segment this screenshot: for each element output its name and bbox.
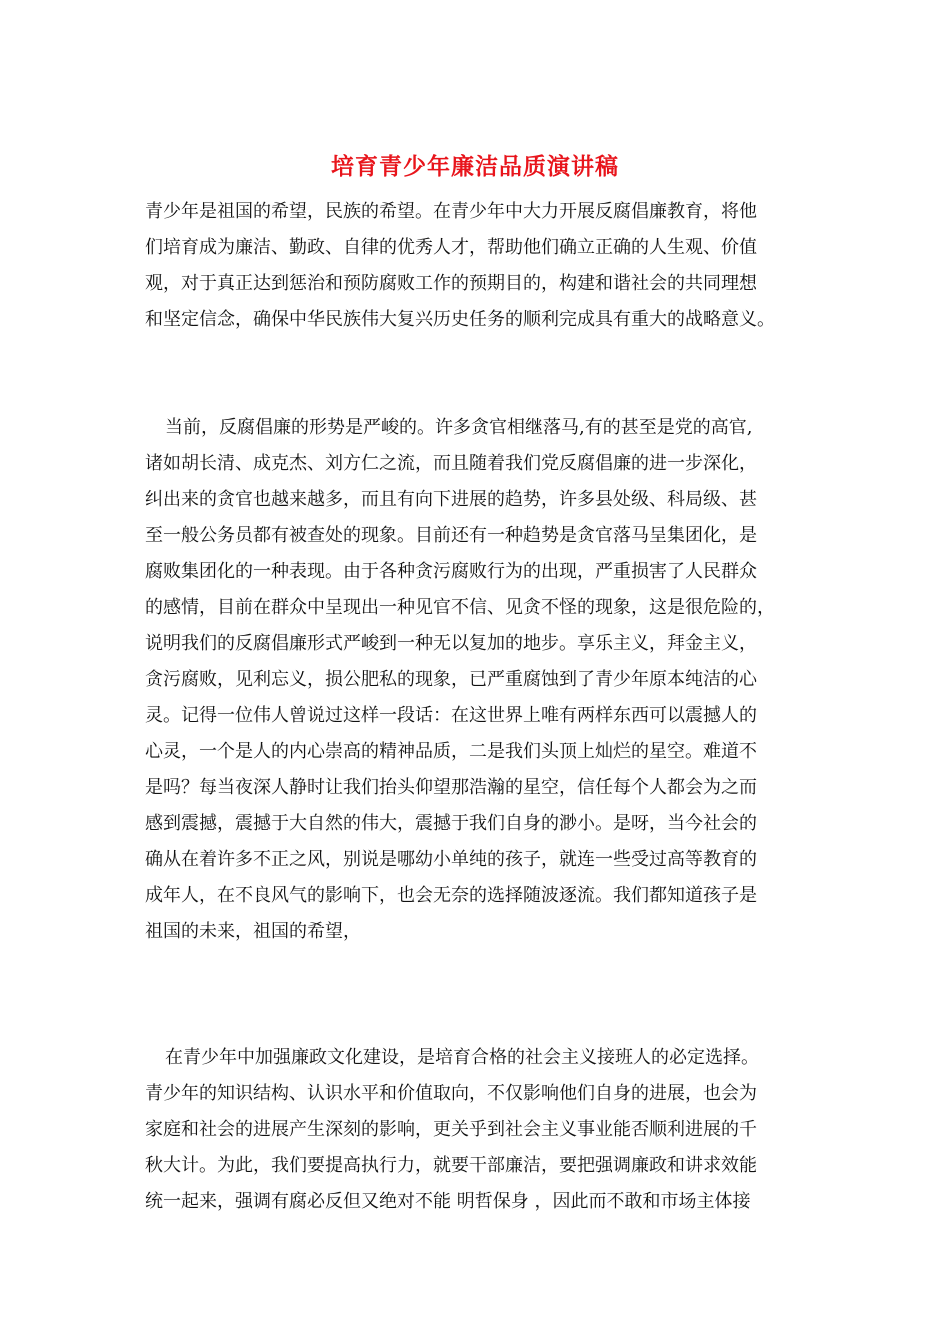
text-line: 观，对于真正达到惩治和预防腐败工作的预期目的，构建和谐社会的共同理想 (145, 273, 757, 294)
text-line: 统一起来，强调有腐必反但又绝对不能 明哲保身 ，因此而不敢和市场主体接 (145, 1191, 751, 1212)
text-line: 贪污腐败，见利忘义，损公肥私的现象，已严重腐蚀到了青少年原本纯洁的心 (145, 669, 757, 690)
text-line: 在青少年中加强廉政文化建设，是培育合格的社会主义接班人的必定选择。 (165, 1047, 759, 1068)
text-line: 纠出来的贪官也越来越多，而且有向下进展的趋势，许多县处级、科局级、甚 (145, 489, 757, 510)
text-line: 腐败集团化的一种表现。由于各种贪污腐败行为的出现，严重损害了人民群众 (145, 561, 757, 582)
text-line: 秋大计。为此，我们要提高执行力，就要干部廉洁，要把强调廉政和讲求效能 (145, 1155, 757, 1176)
text-line: 们培育成为廉洁、勤政、自律的优秀人才，帮助他们确立正确的人生观、价值 (145, 237, 757, 258)
text-line: 和坚定信念，确保中华民族伟大复兴历史任务的顺利完成具有重大的战略意义。 (145, 309, 775, 330)
text-line: 心灵，一个是人的内心崇高的精神品质，二是我们头顶上灿烂的星空。难道不 (145, 741, 757, 762)
text-line: 说明我们的反腐倡廉形式严峻到一种无以复加的地步。享乐主义，拜金主义， (145, 633, 757, 654)
text-line: 当前，反腐倡廉的形势是严峻的。许多贪官相继落马,有的甚至是党的高官, (165, 417, 753, 438)
text-line: 家庭和社会的进展产生深刻的影响，更关乎到社会主义事业能否顺利进展的千 (145, 1119, 757, 1140)
text-line: 确从在着许多不正之风，别说是哪幼小单纯的孩子，就连一些受过高等教育的 (145, 849, 757, 870)
text-line: 诸如胡长清、成克杰、刘方仁之流，而且随着我们党反腐倡廉的进一步深化， (145, 453, 757, 474)
text-line: 至一般公务员都有被查处的现象。目前还有一种趋势是贪官落马呈集团化，是 (145, 525, 757, 546)
paragraph-intro (145, 194, 825, 338)
paragraph-situation (145, 410, 825, 950)
paragraph-culture (145, 1040, 825, 1220)
text-line: 的感情，目前在群众中呈现出一种见官不信、见贪不怪的现象，这是很危险的， (145, 597, 775, 618)
text-line: 是吗？每当夜深人静时让我们抬头仰望那浩瀚的星空，信任每个人都会为之而 (145, 777, 757, 798)
text-line: 感到震撼，震撼于大自然的伟大，震撼于我们自身的渺小。是呀，当今社会的 (145, 813, 757, 834)
text-line: 青少年是祖国的希望，民族的希望。在青少年中大力开展反腐倡廉教育，将他 (145, 201, 757, 222)
text-line: 成年人，在不良风气的影响下，也会无奈的选择随波逐流。我们都知道孩子是 (145, 885, 757, 906)
text-line: 青少年的知识结构、认识水平和价值取向，不仅影响他们自身的进展，也会为 (145, 1083, 757, 1104)
text-line: 祖国的未来，祖国的希望， (145, 921, 361, 942)
document-title: 培育青少年廉洁品质演讲稿 (331, 153, 619, 180)
text-line: 灵。记得一位伟人曾说过这样一段话：在这世界上唯有两样东西可以震撼人的 (145, 705, 757, 726)
